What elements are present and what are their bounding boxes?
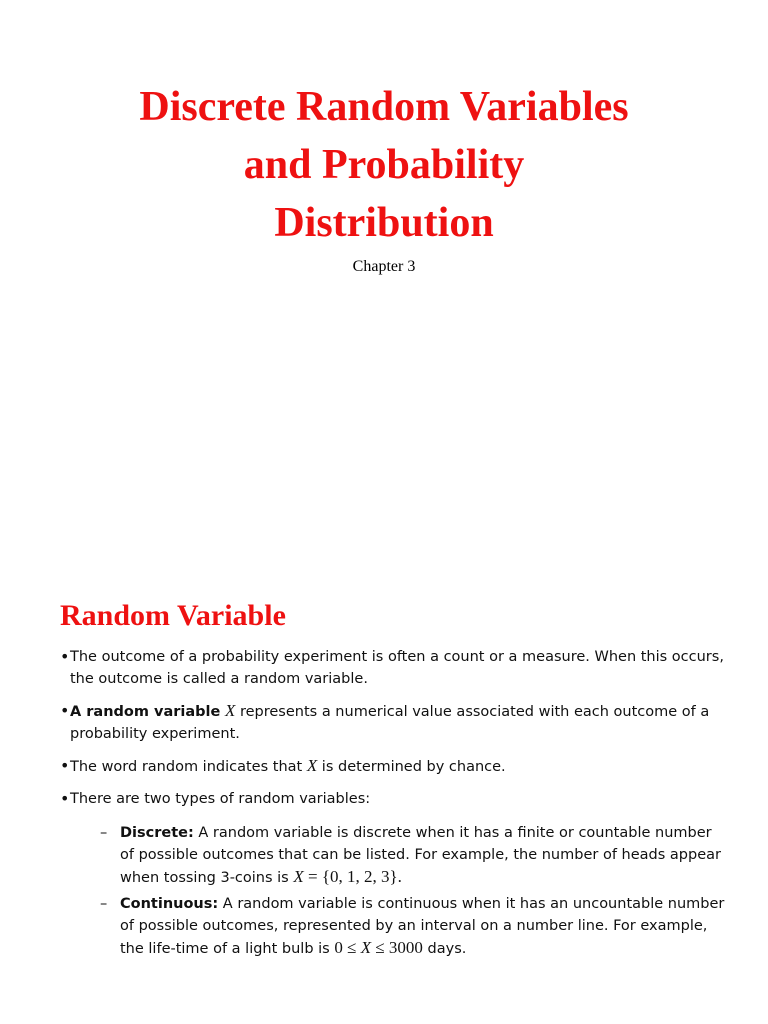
- random-variable-section: [60, 596, 730, 970]
- math-var-x: X: [360, 938, 372, 957]
- bullet-types-text: There are two types of random variables:: [70, 791, 371, 807]
- title-line-3: Distribution: [274, 200, 494, 246]
- types-sublist: [70, 822, 730, 960]
- title-line-1: Discrete Random Variables: [139, 84, 629, 130]
- bullet-list: [60, 646, 730, 960]
- term-discrete: Discrete:: [120, 825, 194, 841]
- bullet-definition-text: represents a numerical value associated with each outcome of a probability experiment.: [70, 704, 710, 742]
- bullet-chance-pre: The word random indicates that: [70, 759, 307, 775]
- main-title: [0, 78, 768, 252]
- math-inequality-pre: 0 ≤: [334, 938, 361, 957]
- math-var-x: X: [224, 701, 236, 720]
- discrete-text: A random variable is discrete when it has a finite or countable number of possible outcomes that can be listed. For example, the number of heads appear when tossing 3-coins is: [120, 825, 721, 886]
- term-continuous: Continuous:: [120, 896, 219, 912]
- bullet-types: [60, 788, 730, 960]
- bullet-chance: [60, 755, 730, 778]
- math-inequality-post: ≤ 3000: [371, 938, 423, 957]
- math-var-x: X: [293, 867, 304, 886]
- title-slide: [0, 78, 768, 276]
- sub-item-discrete: [100, 822, 730, 889]
- continuous-text: A random variable is continuous when it has an uncountable number of possible outcomes, represented by an interval on a number line. For example, the life-time of a light bulb is: [120, 896, 725, 957]
- section-heading: Random Variable: [60, 599, 286, 632]
- bullet-definition: [60, 700, 730, 745]
- bullet-chance-post: is determined by chance.: [317, 759, 506, 775]
- continuous-end: days.: [422, 941, 467, 957]
- title-line-2: and Probability: [243, 142, 525, 188]
- sub-item-continuous: [100, 893, 730, 960]
- bullet-outcome: [60, 646, 730, 690]
- term-random-variable: A random variable: [70, 704, 221, 720]
- chapter-subtitle: Chapter 3: [352, 258, 416, 275]
- math-var-x: X: [306, 756, 318, 775]
- bullet-outcome-text: The outcome of a probability experiment is often a count or a measure. When this occurs, the outcome is called a random variable.: [70, 649, 724, 687]
- math-set: = {0, 1, 2, 3}.: [303, 867, 402, 886]
